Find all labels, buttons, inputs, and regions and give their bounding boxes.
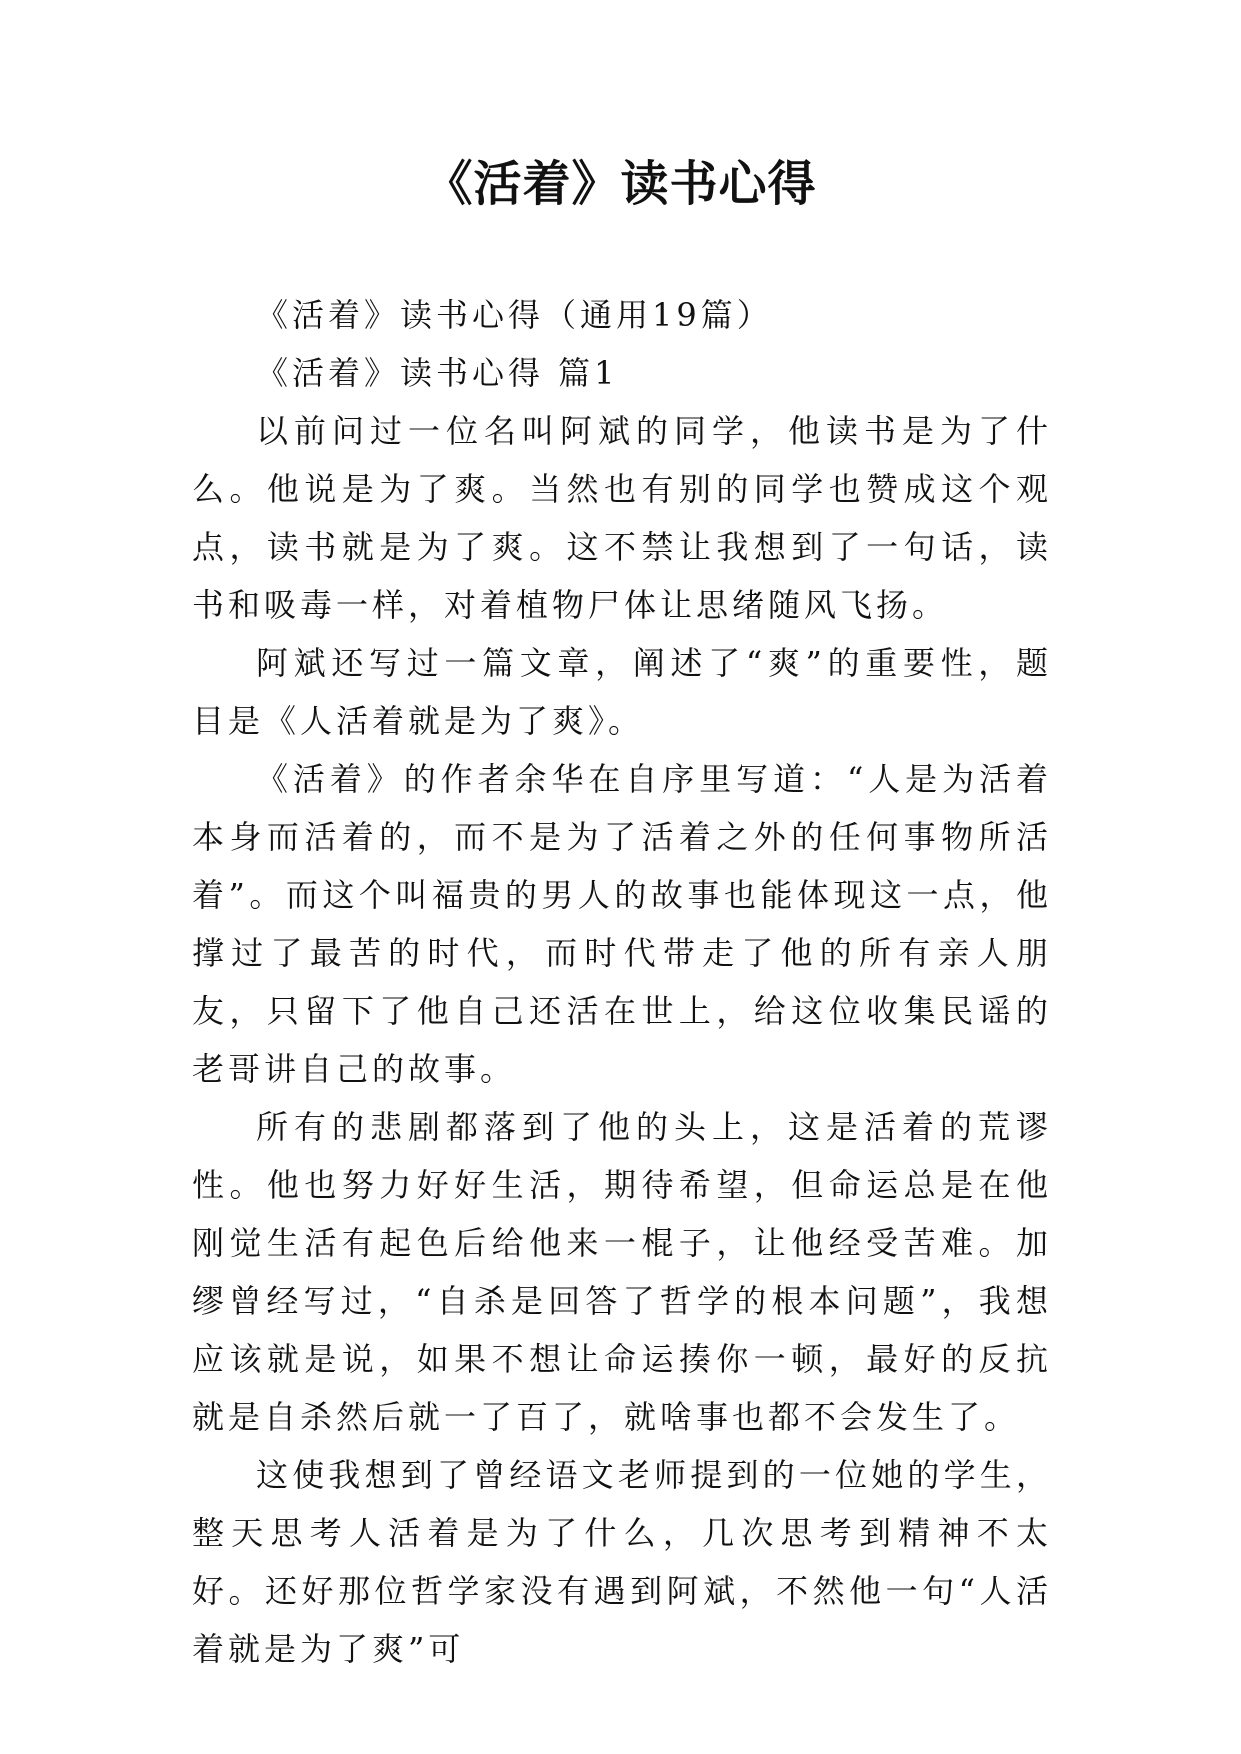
document-subtitle: 《活着》读书心得（通用19篇） [256, 296, 773, 334]
document-body [192, 286, 1052, 1678]
body-paragraph: 阿斌还写过一篇文章，阐述了“爽”的重要性，题目是《人活着就是为了爽》。 [192, 644, 1052, 740]
body-paragraph: 以前问过一位名叫阿斌的同学，他读书是为了什么。他说是为了爽。当然也有别的同学也赞成这个观点，读书就是为了爽。这不禁让我想到了一句话，读书和吸毒一样，对着植物尸体让思绪随风飞扬。 [192, 412, 1052, 624]
document-title: 《活着》读书心得 [424, 156, 817, 212]
section-heading: 《活着》读书心得 篇1 [256, 354, 619, 392]
body-paragraph: 《活着》的作者余华在自序里写道：“人是为活着本身而活着的，而不是为了活着之外的任何事物所活着”。而这个叫福贵的男人的故事也能体现这一点，他撑过了最苦的时代，而时代带走了他的所有亲人朋友，只留下了他自己还活在世上，给这位收集民谣的老哥讲自己的故事。 [192, 760, 1052, 1088]
body-paragraph: 这使我想到了曾经语文老师提到的一位她的学生，整天思考人活着是为了什么，几次思考到精神不太好。还好那位哲学家没有遇到阿斌，不然他一句“人活着就是为了爽”可 [192, 1456, 1052, 1668]
body-paragraph: 所有的悲剧都落到了他的头上，这是活着的荒谬性。他也努力好好生活，期待希望，但命运总是在他刚觉生活有起色后给他来一棍子，让他经受苦难。加缪曾经写过，“自杀是回答了哲学的根本问题”，我想应该就是说，如果不想让命运揍你一顿，最好的反抗就是自杀然后就一了百了，就啥事也都不会发生了。 [192, 1108, 1052, 1436]
